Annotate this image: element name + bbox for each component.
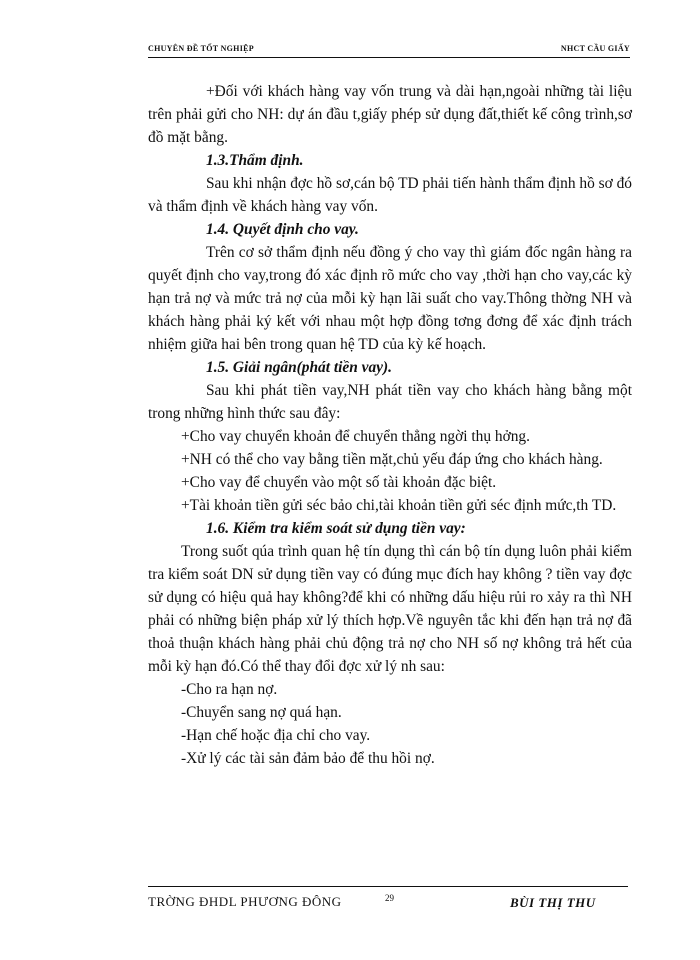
heading-disbursement: 1.5. Giải ngân(phát tiền vay). — [206, 359, 392, 376]
paragraph-loan-monitoring — [148, 540, 632, 678]
document-body — [148, 80, 632, 770]
list-item: +Tài khoản tiền gửi séc bảo chi,tài khoản tiền gửi séc định mức,th TD. — [181, 497, 617, 514]
list-item: +NH có thể cho vay bằng tiền mặt,chủ yếu đáp ứng cho khách hàng. — [181, 451, 603, 468]
heading-loan-decision: 1.4. Quyết định cho vay. — [206, 221, 359, 238]
heading-loan-monitoring: 1.6. Kiểm tra kiểm soát sử dụng tiền vay: — [206, 520, 466, 537]
heading-appraisal: 1.3.Thẩm định. — [206, 152, 304, 169]
paragraph-disbursement: Sau khi phát tiền vay,NH phát tiền vay cho khách hàng bằng một trong những hình thức sau đây: — [148, 382, 632, 422]
page-number: 29 — [385, 893, 394, 903]
list-item: -Chuyển sang nợ quá hạn. — [181, 704, 342, 721]
list-item: +Cho vay để chuyển vào một số tài khoản đặc biệt. — [181, 474, 497, 491]
footer-school-name: TRỜNG ĐHDL PHƯƠNG ĐÔNG — [148, 894, 342, 909]
paragraph-long-term-loan-docs: +Đối với khách hàng vay vốn trung và dài hạn,ngoài những tài liệu trên phải gửi cho NH: dự án đầu t,giấy phép sử dụng đất,thiết kế công trình,sơ đồ mặt bằng. — [148, 83, 632, 146]
footer-author-name: BÙI THỊ THU — [510, 895, 596, 910]
list-item: +Cho vay chuyển khoản để chuyển thẳng ngời thụ hởng. — [181, 428, 530, 445]
paragraph-loan-monitoring-text: Trong suốt qúa trình quan hệ tín dụng thì cán bộ tín dụng luôn phải kiểm tra kiểm soát DN sử dụng tiền vay có đúng mục đích hay không ? tiền vay đợc sử dụng có hiệu quả hay không?để khi có những dấu hiệu rủi ro xảy ra thì NH phải có những biện pháp xử lý thích hợp.Về nguyên tắc khi đến hạn trả nợ đã thoả thuận khách hàng phải chủ động trả nợ cho NH số nợ không trả hết của mỗi kỳ hạn đó.Có thể thay đổi đợc xử lý nh sau: — [148, 543, 632, 675]
paragraph-loan-decision: Trên cơ sở thẩm định nếu đồng ý cho vay thì giám đốc ngân hàng ra quyết định cho vay,trong đó xác định rõ mức cho vay ,thời hạn cho vay,các kỳ hạn trả nợ và mức trả nợ của mỗi kỳ hạn lãi suất cho vay.Thông thờng NH và khách hàng phải ký kết với nhau một hợp đồng tơng đơng để xác định trách nhiệm giữa hai bên trong quan hệ TD của kỳ kế hoạch. — [148, 244, 632, 353]
list-item: -Cho ra hạn nợ. — [181, 681, 278, 698]
footer-rule — [148, 886, 628, 887]
header-left-title: CHUYÊN ĐỀ TỐT NGHIỆP — [148, 44, 254, 53]
list-item: -Xử lý các tài sản đảm bảo để thu hồi nợ. — [181, 750, 435, 767]
header-rule — [148, 57, 630, 58]
list-item: -Hạn chế hoặc địa chỉ cho vay. — [181, 727, 371, 744]
paragraph-appraisal: Sau khi nhận đợc hồ sơ,cán bộ TD phải tiến hành thẩm định hồ sơ đó và thẩm định về khách hàng vay vốn. — [148, 175, 632, 215]
page-header — [148, 44, 630, 58]
header-right-title: NHCT CẦU GIẤY — [560, 44, 630, 53]
